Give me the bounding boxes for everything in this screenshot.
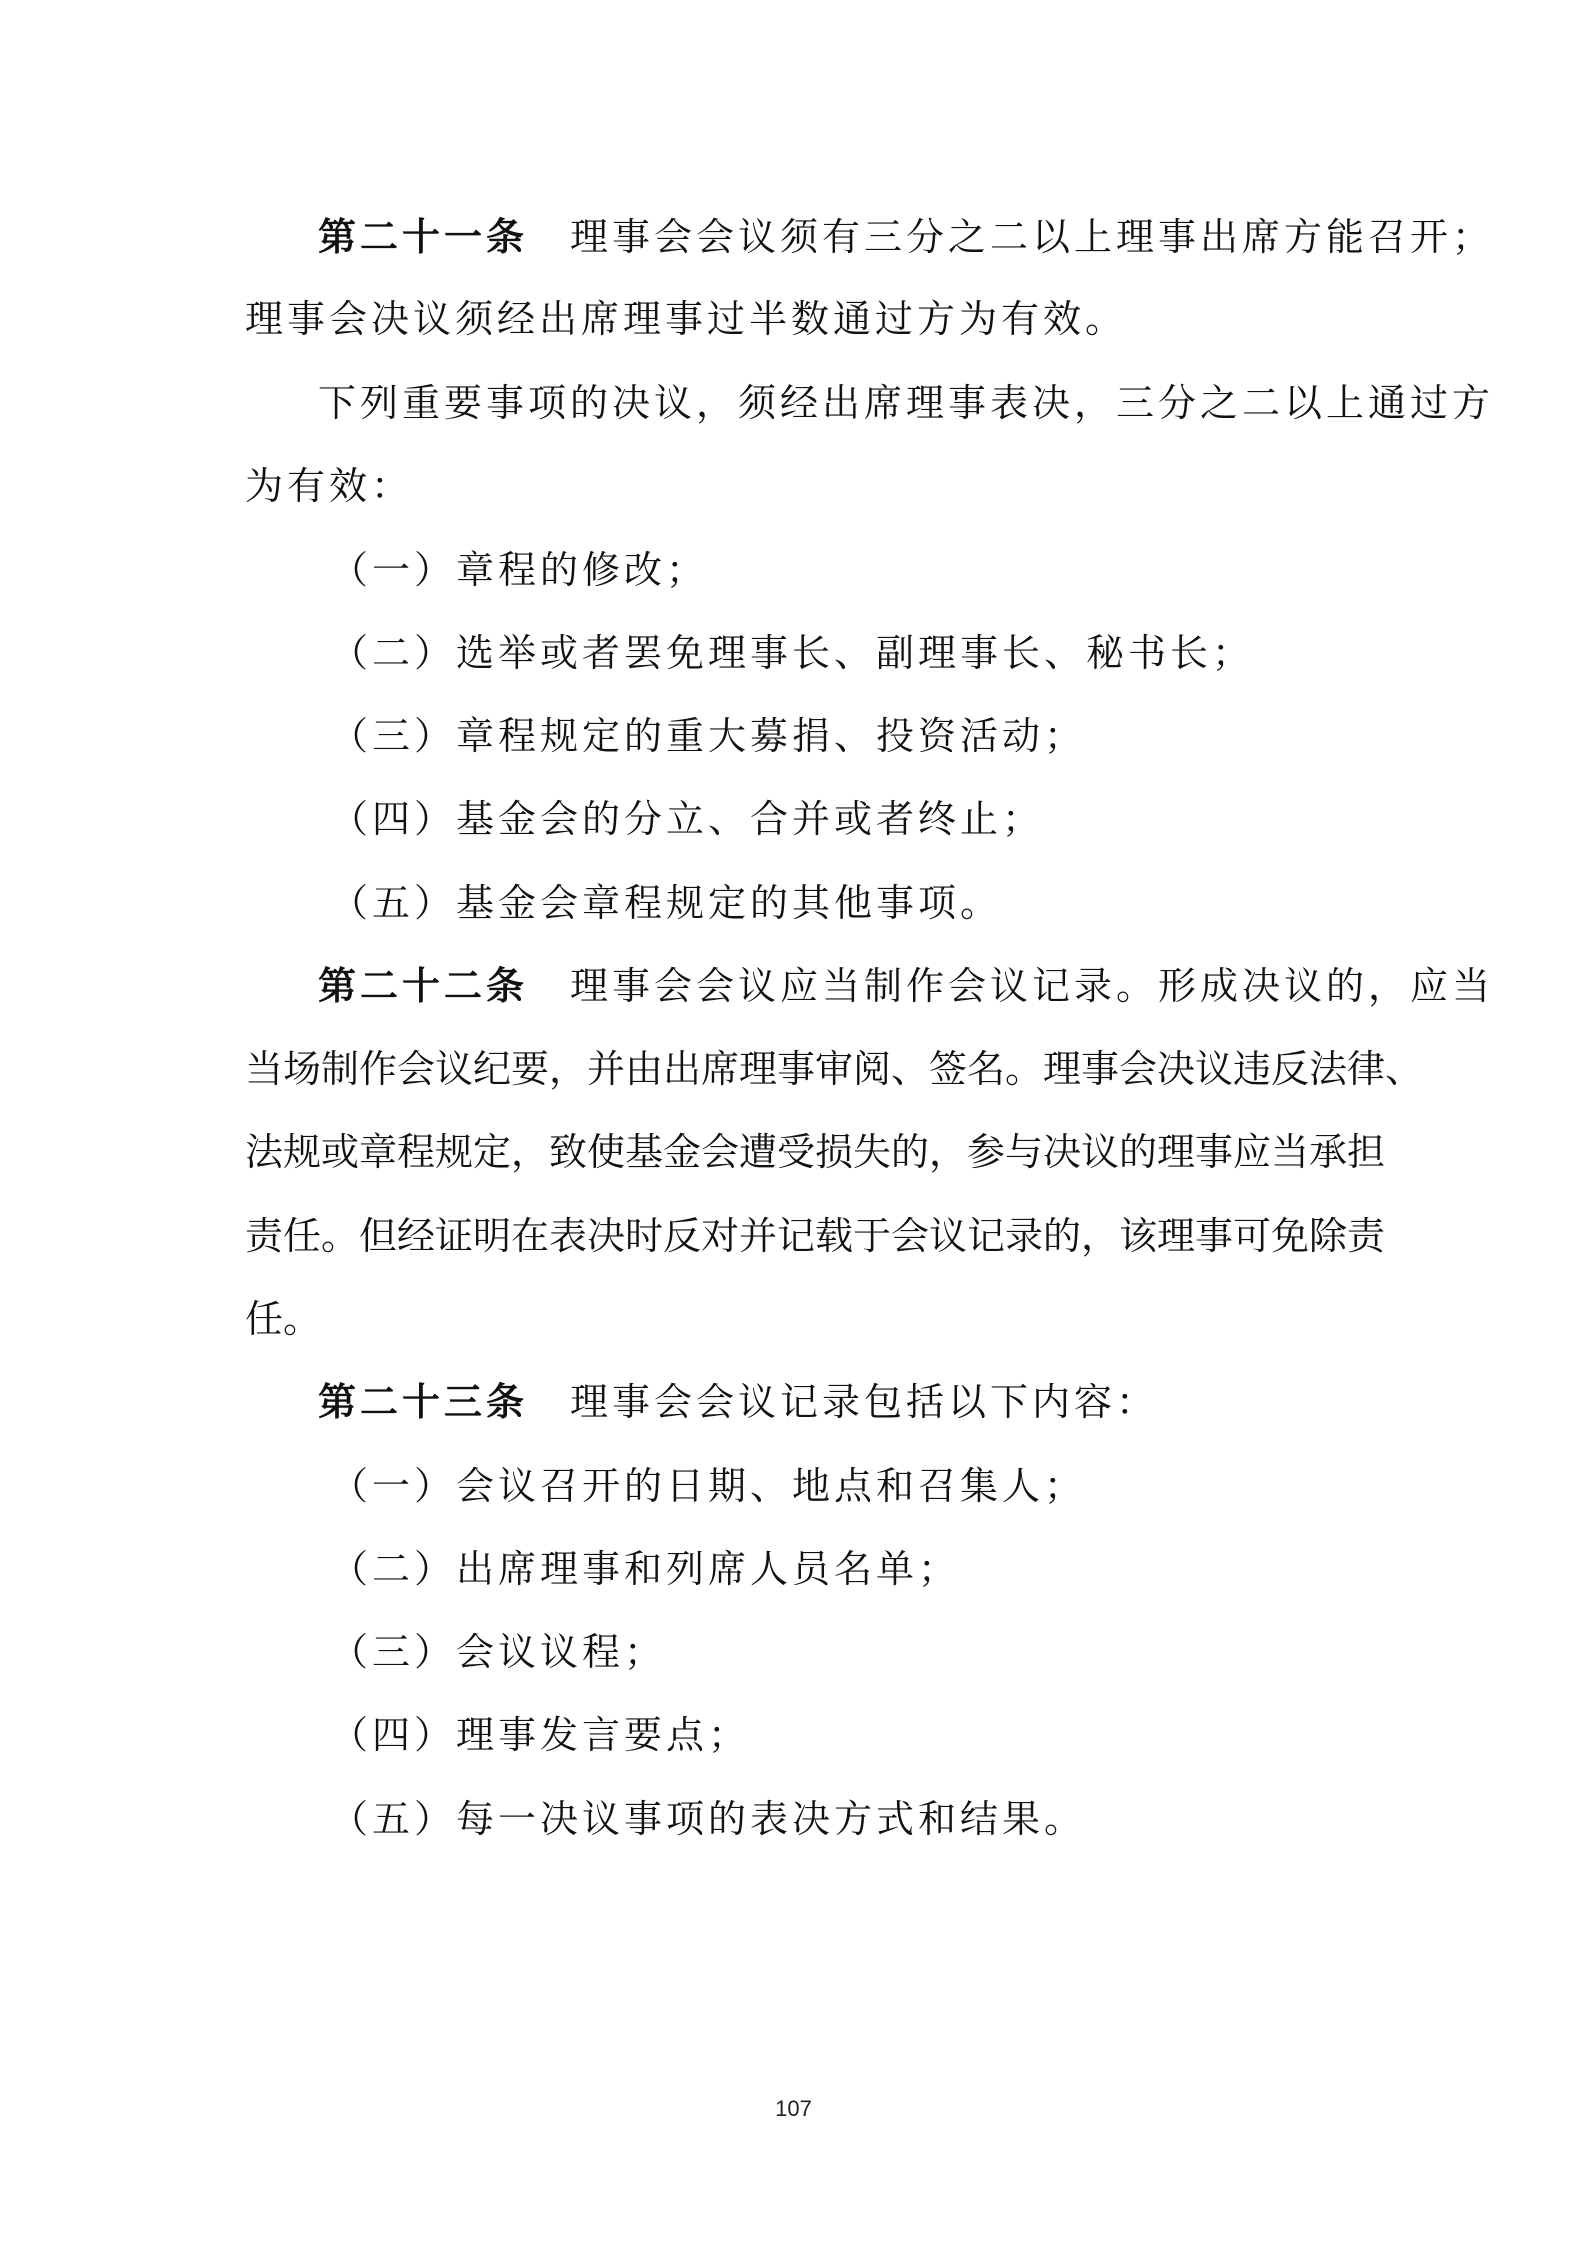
article-23-item-5: [330, 1794, 1587, 1844]
article-23-item-1-text: （一）会议召开的日期、地点和召集人；: [330, 1464, 1087, 1508]
page-number: 107: [775, 2096, 812, 2121]
article-22-text-line-3: 法规或章程规定，致使基金会遭受损失的，参与决议的理事应当承担: [245, 1130, 1386, 1174]
article-22-text-line-1: 理事会会议应当制作会议记录。形成决议的，应当: [570, 964, 1495, 1008]
article-23-item-3: [330, 1627, 1587, 1677]
article-21-text-line-1: 理事会会议须有三分之二以上理事出席方能召开；: [570, 215, 1495, 259]
article-21-item-1: [330, 545, 1587, 595]
article-22-line-3: [245, 1127, 1587, 1177]
article-21-text-line-2: 理事会决议须经出席理事过半数通过方为有效。: [245, 297, 1128, 341]
article-21-paragraph-2-line-2: [245, 461, 1587, 511]
article-23-item-2: [330, 1544, 1587, 1594]
article-23-item-3-text: （三）会议议程；: [330, 1630, 667, 1674]
article-21-paragraph-2-text-line-2: 为有效：: [245, 464, 414, 508]
article-22-number: 第二十二条: [318, 964, 529, 1008]
article-21-item-3: [330, 711, 1587, 761]
article-21-item-3-text: （三）章程规定的重大募捐、投资活动；: [330, 714, 1087, 758]
article-21-line-2: [245, 294, 1587, 344]
article-21-item-4: [330, 794, 1587, 844]
article-21-item-1-text: （一）章程的修改；: [330, 548, 709, 592]
article-21-paragraph-2-line-1: [318, 378, 1587, 428]
article-23-number: 第二十三条: [318, 1380, 529, 1424]
article-23-item-5-text: （五）每一决议事项的表决方式和结果。: [330, 1797, 1087, 1841]
article-23-item-4-text: （四）理事发言要点；: [330, 1713, 751, 1757]
article-23-line-1: [318, 1377, 1587, 1427]
article-23-item-1: [330, 1461, 1587, 1511]
article-22-line-1: [318, 961, 1587, 1011]
article-21-number: 第二十一条: [318, 215, 529, 259]
article-21-item-2: [330, 628, 1587, 678]
article-23-text-line-1: 理事会会议记录包括以下内容：: [570, 1380, 1159, 1424]
article-23-item-2-text: （二）出席理事和列席人员名单；: [330, 1547, 961, 1591]
article-21-item-5: [330, 878, 1587, 928]
article-22-line-2: [245, 1044, 1587, 1094]
article-22-text-line-2: 当场制作会议纪要，并由出席理事审阅、签名。理事会决议违反法律、: [245, 1047, 1424, 1091]
article-21-item-5-text: （五）基金会章程规定的其他事项。: [330, 881, 1003, 925]
article-22-text-line-5: 任。: [245, 1297, 322, 1341]
article-23-item-4: [330, 1710, 1587, 1760]
article-22-line-4: [245, 1211, 1587, 1261]
article-21-item-4-text: （四）基金会的分立、合并或者终止；: [330, 797, 1045, 841]
article-21-line-1: [318, 212, 1587, 262]
article-21-paragraph-2-text-line-1: 下列重要事项的决议，须经出席理事表决，三分之二以上通过方: [318, 381, 1495, 425]
article-22-text-line-4: 责任。但经证明在表决时反对并记载于会议记录的，该理事可免除责: [245, 1214, 1386, 1258]
article-22-line-5: [245, 1294, 1587, 1344]
article-21-item-2-text: （二）选举或者罢免理事长、副理事长、秘书长；: [330, 631, 1255, 675]
